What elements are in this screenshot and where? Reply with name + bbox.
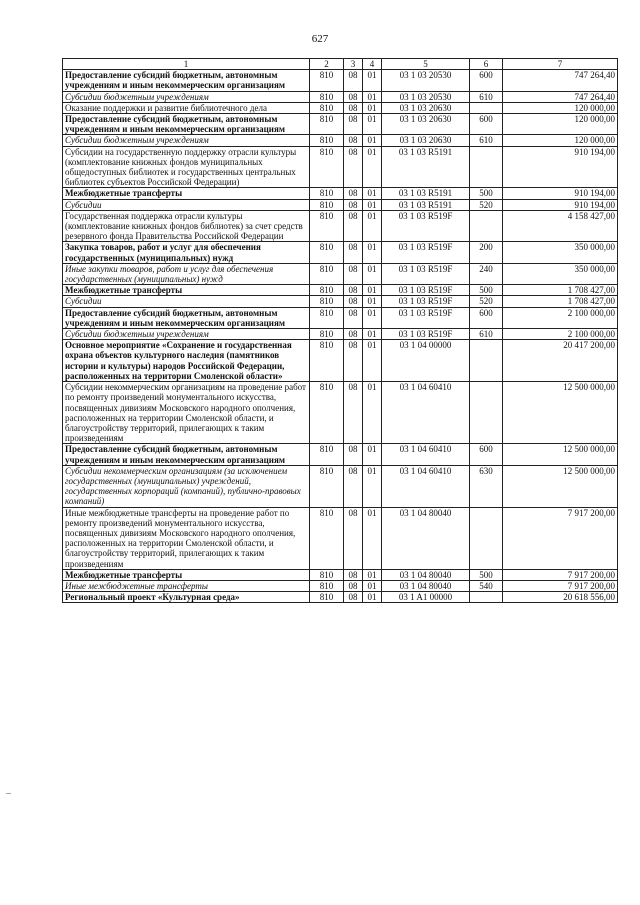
row-code-section: 08 xyxy=(344,340,363,382)
row-code-expense-type: 520 xyxy=(470,199,503,210)
row-code-subsection: 01 xyxy=(363,307,382,328)
row-name: Иные межбюджетные трансферты xyxy=(63,580,310,591)
row-code-target: 03 1 03 R519F xyxy=(382,263,470,284)
row-code-section: 08 xyxy=(344,135,363,146)
row-code-section: 08 xyxy=(344,569,363,580)
table-row xyxy=(63,242,618,263)
row-code-expense-type: 600 xyxy=(470,307,503,328)
row-code-expense-type: 500 xyxy=(470,285,503,296)
row-code-target: 03 1 03 20530 xyxy=(382,91,470,102)
row-code-admin: 810 xyxy=(310,102,344,113)
row-code-admin: 810 xyxy=(310,242,344,263)
row-code-expense-type xyxy=(470,146,503,188)
table-row xyxy=(63,340,618,382)
row-code-admin: 810 xyxy=(310,580,344,591)
row-code-admin: 810 xyxy=(310,263,344,284)
row-amount: 350 000,00 xyxy=(503,263,618,284)
row-name: Субсидии бюджетным учреждениям xyxy=(63,91,310,102)
row-name: Иные закупки товаров, работ и услуг для обеспечения государственных (муниципальных) нужд xyxy=(63,263,310,284)
row-name: Субсидии xyxy=(63,199,310,210)
row-code-expense-type xyxy=(470,382,503,444)
table-row xyxy=(63,444,618,465)
row-code-expense-type: 600 xyxy=(470,70,503,91)
row-amount: 120 000,00 xyxy=(503,102,618,113)
row-code-section: 08 xyxy=(344,210,363,242)
row-code-target: 03 1 03 R5191 xyxy=(382,188,470,199)
row-code-target: 03 1 03 R519F xyxy=(382,242,470,263)
row-name: Предоставление субсидий бюджетным, автономным учреждениям и иным некоммерческим организациям xyxy=(63,444,310,465)
row-code-admin: 810 xyxy=(310,507,344,569)
table-row xyxy=(63,210,618,242)
row-name: Межбюджетные трансферты xyxy=(63,569,310,580)
row-code-section: 08 xyxy=(344,329,363,340)
table-row xyxy=(63,146,618,188)
row-amount: 7 917 200,00 xyxy=(503,507,618,569)
row-code-subsection: 01 xyxy=(363,242,382,263)
row-code-expense-type xyxy=(470,210,503,242)
row-code-admin: 810 xyxy=(310,307,344,328)
table-row xyxy=(63,580,618,591)
column-header: 3 xyxy=(344,59,363,70)
row-code-section: 08 xyxy=(344,199,363,210)
row-code-admin: 810 xyxy=(310,340,344,382)
row-code-subsection: 01 xyxy=(363,580,382,591)
row-code-section: 08 xyxy=(344,70,363,91)
row-code-expense-type: 610 xyxy=(470,91,503,102)
row-name: Субсидии xyxy=(63,296,310,307)
row-code-target: 03 1 03 20530 xyxy=(382,70,470,91)
row-code-section: 08 xyxy=(344,592,363,603)
row-name: Региональный проект «Культурная среда» xyxy=(63,592,310,603)
row-code-admin: 810 xyxy=(310,592,344,603)
row-code-target: 03 1 03 R519F xyxy=(382,210,470,242)
row-amount: 4 158 427,00 xyxy=(503,210,618,242)
row-code-section: 08 xyxy=(344,465,363,507)
table-row xyxy=(63,329,618,340)
row-code-admin: 810 xyxy=(310,188,344,199)
row-code-target: 03 1 03 R519F xyxy=(382,296,470,307)
row-code-expense-type: 600 xyxy=(470,114,503,135)
row-code-admin: 810 xyxy=(310,444,344,465)
row-code-subsection: 01 xyxy=(363,210,382,242)
row-code-subsection: 01 xyxy=(363,114,382,135)
table-row xyxy=(63,114,618,135)
column-header: 7 xyxy=(503,59,618,70)
row-name: Оказание поддержки и развитие библиотечного дела xyxy=(63,102,310,113)
margin-mark: – xyxy=(6,788,11,799)
row-code-admin: 810 xyxy=(310,210,344,242)
row-amount: 747 264,40 xyxy=(503,70,618,91)
row-code-target: 03 1 03 20630 xyxy=(382,114,470,135)
row-amount: 120 000,00 xyxy=(503,135,618,146)
table-row xyxy=(63,70,618,91)
row-amount: 910 194,00 xyxy=(503,199,618,210)
table-row xyxy=(63,507,618,569)
table-row xyxy=(63,382,618,444)
row-code-expense-type: 500 xyxy=(470,188,503,199)
row-code-admin: 810 xyxy=(310,91,344,102)
row-code-section: 08 xyxy=(344,307,363,328)
row-amount: 12 500 000,00 xyxy=(503,444,618,465)
row-code-admin: 810 xyxy=(310,114,344,135)
row-code-expense-type: 630 xyxy=(470,465,503,507)
row-code-subsection: 01 xyxy=(363,135,382,146)
row-code-section: 08 xyxy=(344,507,363,569)
column-header: 4 xyxy=(363,59,382,70)
row-code-subsection: 01 xyxy=(363,188,382,199)
row-name: Закупка товаров, работ и услуг для обеспечения государственных (муниципальных) нужд xyxy=(63,242,310,263)
table-row xyxy=(63,135,618,146)
table-row xyxy=(63,307,618,328)
row-code-subsection: 01 xyxy=(363,507,382,569)
column-header: 6 xyxy=(470,59,503,70)
row-code-expense-type: 600 xyxy=(470,444,503,465)
row-code-admin: 810 xyxy=(310,285,344,296)
row-code-admin: 810 xyxy=(310,146,344,188)
column-header: 1 xyxy=(63,59,310,70)
row-amount: 910 194,00 xyxy=(503,146,618,188)
table-header-row xyxy=(63,59,618,70)
row-code-expense-type: 240 xyxy=(470,263,503,284)
row-amount: 20 618 556,00 xyxy=(503,592,618,603)
row-amount: 12 500 000,00 xyxy=(503,465,618,507)
row-code-section: 08 xyxy=(344,285,363,296)
table-row xyxy=(63,569,618,580)
page-number: 627 xyxy=(311,33,329,45)
row-code-subsection: 01 xyxy=(363,592,382,603)
row-name: Субсидии бюджетным учреждениям xyxy=(63,135,310,146)
row-code-section: 08 xyxy=(344,146,363,188)
table-row xyxy=(63,188,618,199)
row-name: Субсидии некоммерческим организациям (за исключением государственных (муниципальных) учреждений, государственных корпораций (компаний), публично-правовых компаний) xyxy=(63,465,310,507)
row-name: Основное мероприятие «Сохранение и государственная охрана объектов культурного наследия (памятников истории и культуры) народов Российской Федерации, расположенных на территории Смоленской области» xyxy=(63,340,310,382)
row-amount: 120 000,00 xyxy=(503,114,618,135)
row-amount: 2 100 000,00 xyxy=(503,307,618,328)
row-code-target: 03 1 03 R519F xyxy=(382,285,470,296)
row-code-section: 08 xyxy=(344,382,363,444)
row-code-target: 03 1 04 80040 xyxy=(382,507,470,569)
row-name: Предоставление субсидий бюджетным, автономным учреждениям и иным некоммерческим организациям xyxy=(63,114,310,135)
row-code-target: 03 1 04 60410 xyxy=(382,465,470,507)
row-code-subsection: 01 xyxy=(363,329,382,340)
row-code-target: 03 1 03 20630 xyxy=(382,135,470,146)
row-code-expense-type: 540 xyxy=(470,580,503,591)
row-code-admin: 810 xyxy=(310,296,344,307)
row-code-target: 03 1 03 R519F xyxy=(382,329,470,340)
row-name: Предоставление субсидий бюджетным, автономным учреждениям и иным некоммерческим организациям xyxy=(63,70,310,91)
row-amount: 2 100 000,00 xyxy=(503,329,618,340)
row-name: Предоставление субсидий бюджетным, автономным учреждениям и иным некоммерческим организациям xyxy=(63,307,310,328)
row-code-expense-type: 500 xyxy=(470,569,503,580)
row-code-expense-type xyxy=(470,507,503,569)
row-code-expense-type: 610 xyxy=(470,135,503,146)
row-code-expense-type: 200 xyxy=(470,242,503,263)
row-code-subsection: 01 xyxy=(363,199,382,210)
table-row xyxy=(63,296,618,307)
row-amount: 7 917 200,00 xyxy=(503,580,618,591)
row-code-admin: 810 xyxy=(310,70,344,91)
table-row xyxy=(63,285,618,296)
row-code-subsection: 01 xyxy=(363,296,382,307)
row-amount: 7 917 200,00 xyxy=(503,569,618,580)
table-row xyxy=(63,465,618,507)
row-code-admin: 810 xyxy=(310,135,344,146)
row-amount: 747 264,40 xyxy=(503,91,618,102)
row-code-target: 03 1 A1 00000 xyxy=(382,592,470,603)
row-code-target: 03 1 03 R5191 xyxy=(382,199,470,210)
row-code-subsection: 01 xyxy=(363,102,382,113)
row-code-section: 08 xyxy=(344,114,363,135)
row-code-target: 03 1 04 80040 xyxy=(382,580,470,591)
row-code-target: 03 1 03 R519F xyxy=(382,307,470,328)
row-code-subsection: 01 xyxy=(363,465,382,507)
row-name: Субсидии на государственную поддержку отрасли культуры (комплектование книжных фондов муниципальных общедоступных библиотек и государственных центральных библиотек субъектов Российской Федерации) xyxy=(63,146,310,188)
row-name: Межбюджетные трансферты xyxy=(63,285,310,296)
row-code-expense-type: 610 xyxy=(470,329,503,340)
table-row xyxy=(63,263,618,284)
row-amount: 12 500 000,00 xyxy=(503,382,618,444)
column-header: 5 xyxy=(382,59,470,70)
row-code-section: 08 xyxy=(344,580,363,591)
row-code-subsection: 01 xyxy=(363,569,382,580)
row-code-target: 03 1 04 00000 xyxy=(382,340,470,382)
row-code-section: 08 xyxy=(344,444,363,465)
row-code-subsection: 01 xyxy=(363,70,382,91)
row-amount: 350 000,00 xyxy=(503,242,618,263)
row-code-section: 08 xyxy=(344,188,363,199)
row-name: Государственная поддержка отрасли культуры (комплектование книжных фондов библиотек) за счет средств резервного фонда Правительства Российской Федерации xyxy=(63,210,310,242)
row-code-admin: 810 xyxy=(310,382,344,444)
row-code-admin: 810 xyxy=(310,329,344,340)
budget-table xyxy=(62,58,618,603)
row-name: Субсидии некоммерческим организациям на проведение работ по ремонту произведений монументального искусства, посвященных дивизиям Московского народного ополчения, расположенных на территории Смоленской области, и благоустройству территорий, прилегающих к таким произведениям xyxy=(63,382,310,444)
row-code-expense-type xyxy=(470,102,503,113)
row-code-section: 08 xyxy=(344,91,363,102)
table-row xyxy=(63,592,618,603)
table-row xyxy=(63,102,618,113)
row-name: Межбюджетные трансферты xyxy=(63,188,310,199)
row-code-subsection: 01 xyxy=(363,285,382,296)
row-code-admin: 810 xyxy=(310,199,344,210)
row-code-subsection: 01 xyxy=(363,263,382,284)
row-code-target: 03 1 04 60410 xyxy=(382,444,470,465)
row-code-target: 03 1 03 R5191 xyxy=(382,146,470,188)
row-code-target: 03 1 03 20630 xyxy=(382,102,470,113)
row-amount: 1 708 427,00 xyxy=(503,285,618,296)
row-code-section: 08 xyxy=(344,102,363,113)
row-code-section: 08 xyxy=(344,263,363,284)
row-code-subsection: 01 xyxy=(363,340,382,382)
row-amount: 20 417 200,00 xyxy=(503,340,618,382)
row-amount: 1 708 427,00 xyxy=(503,296,618,307)
row-code-expense-type xyxy=(470,340,503,382)
column-header: 2 xyxy=(310,59,344,70)
row-amount: 910 194,00 xyxy=(503,188,618,199)
row-code-admin: 810 xyxy=(310,569,344,580)
row-code-section: 08 xyxy=(344,242,363,263)
table-row xyxy=(63,199,618,210)
table-row xyxy=(63,91,618,102)
row-code-target: 03 1 04 80040 xyxy=(382,569,470,580)
row-code-expense-type xyxy=(470,592,503,603)
row-code-expense-type: 520 xyxy=(470,296,503,307)
row-code-subsection: 01 xyxy=(363,444,382,465)
row-code-subsection: 01 xyxy=(363,91,382,102)
row-code-admin: 810 xyxy=(310,465,344,507)
row-name: Иные межбюджетные трансферты на проведение работ по ремонту произведений монументального искусства, посвященных дивизиям Московского народного ополчения, расположенных на территории Смоленской области, и благоустройству территорий, прилегающих к таким произведениям xyxy=(63,507,310,569)
row-code-subsection: 01 xyxy=(363,146,382,188)
row-code-section: 08 xyxy=(344,296,363,307)
row-code-target: 03 1 04 60410 xyxy=(382,382,470,444)
row-name: Субсидии бюджетным учреждениям xyxy=(63,329,310,340)
table-body xyxy=(63,70,618,603)
row-code-subsection: 01 xyxy=(363,382,382,444)
